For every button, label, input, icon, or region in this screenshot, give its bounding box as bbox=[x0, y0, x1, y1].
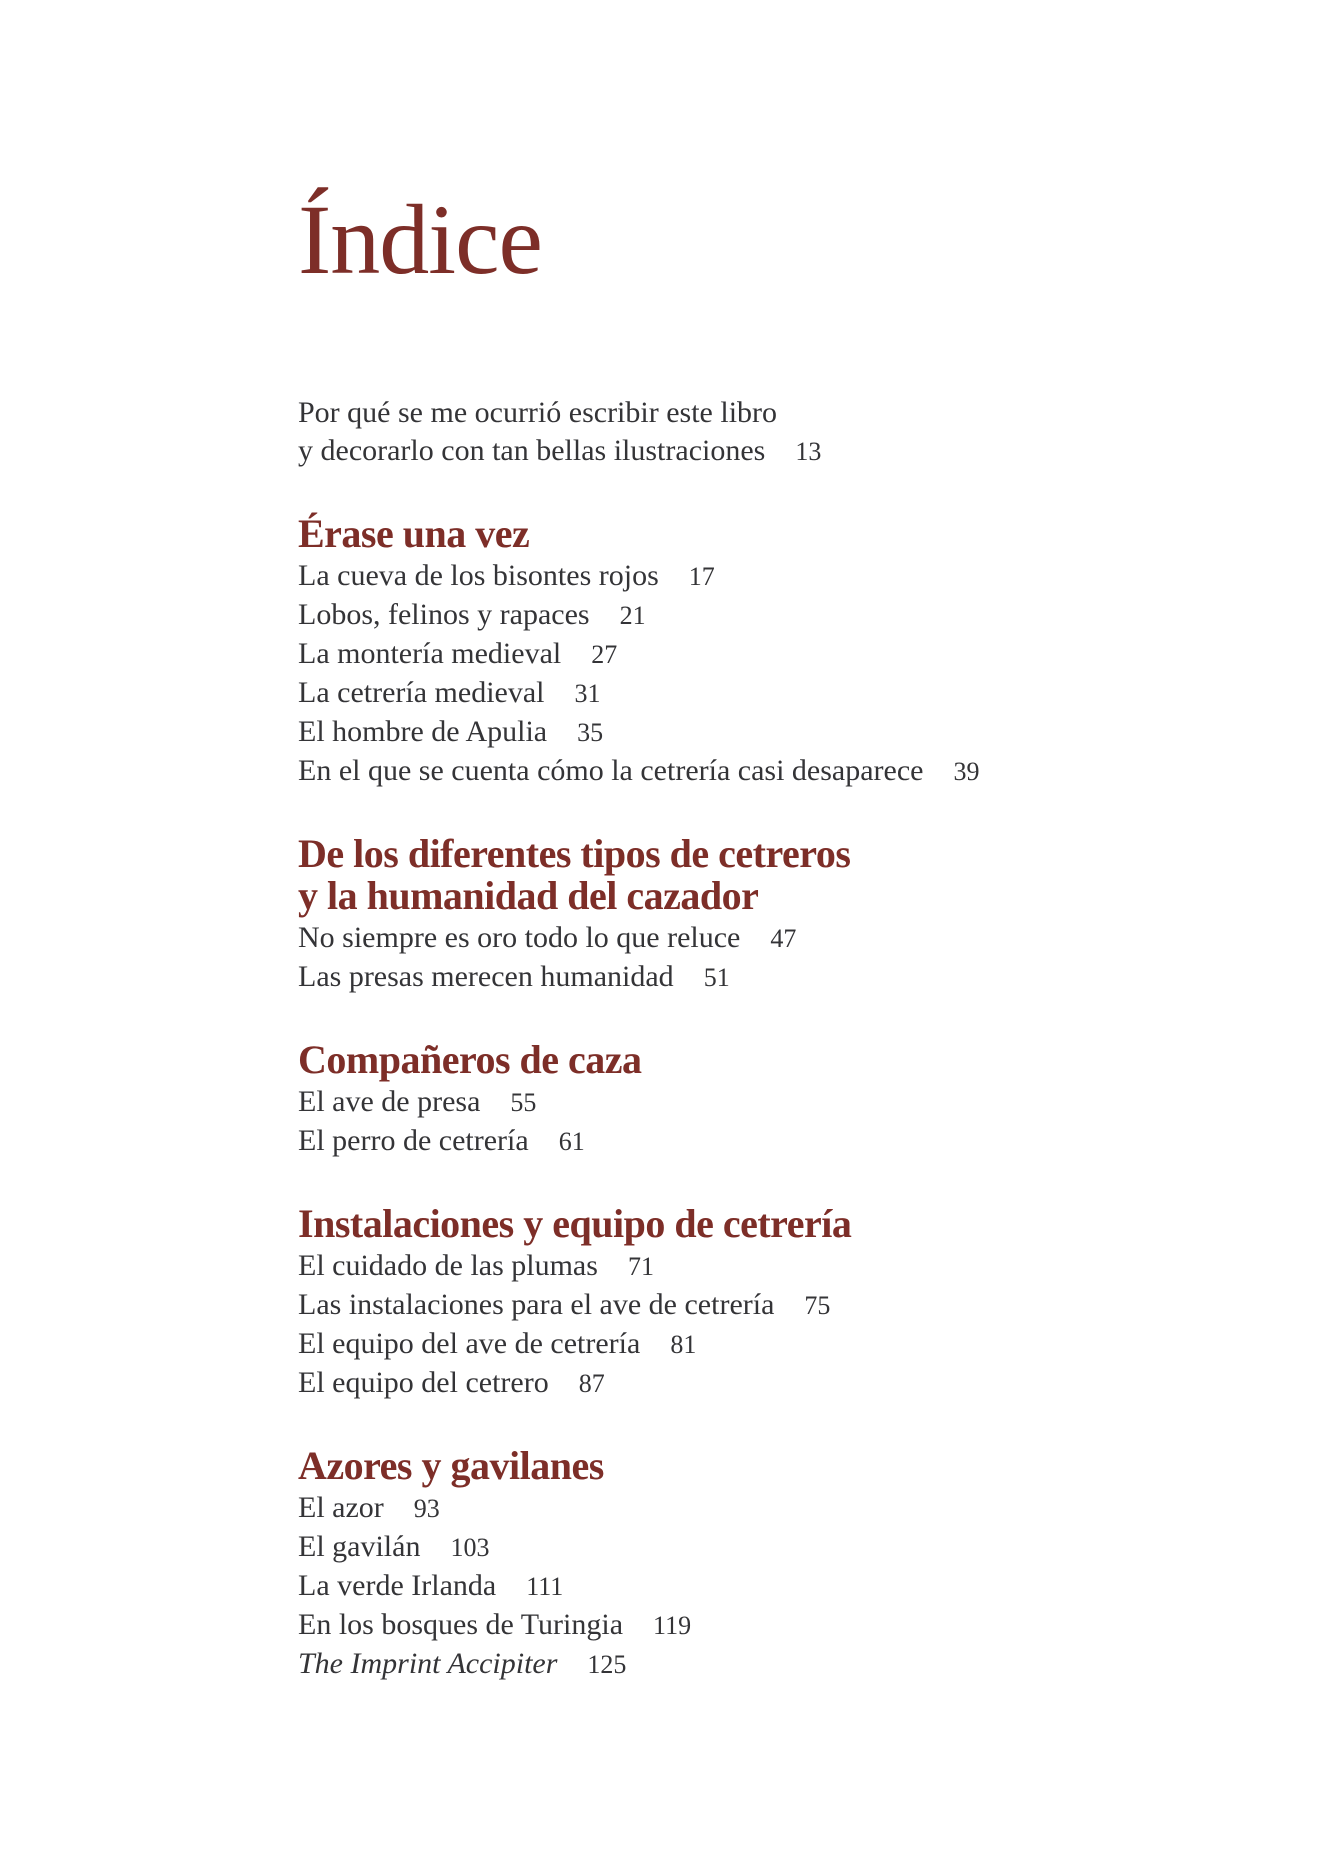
entry-title: La cueva de los bisontes rojos bbox=[298, 559, 659, 592]
section-heading-line: Instalaciones y equipo de cetrería bbox=[298, 1201, 852, 1246]
entry-page-number: 31 bbox=[574, 679, 601, 708]
toc-entry bbox=[298, 919, 1278, 958]
toc-section-4 bbox=[298, 1203, 1278, 1403]
toc-entry bbox=[298, 635, 1278, 674]
toc-sections bbox=[298, 513, 1278, 1684]
entry-page-number: 111 bbox=[526, 1572, 564, 1601]
entry-title: El equipo del cetrero bbox=[298, 1366, 549, 1399]
toc-section-2 bbox=[298, 833, 1278, 997]
toc-entry bbox=[298, 1489, 1278, 1528]
section-heading-line: De los diferentes tipos de cetreros bbox=[298, 831, 851, 876]
entry-title: La verde Irlanda bbox=[298, 1569, 497, 1602]
entry-title: Lobos, felinos y rapaces bbox=[298, 598, 590, 631]
toc-intro-entry bbox=[298, 394, 1278, 471]
toc-entry bbox=[298, 713, 1278, 752]
intro-page-number: 13 bbox=[795, 437, 822, 466]
intro-line-2-text: y decorarlo con tan bellas ilustraciones bbox=[298, 434, 766, 467]
entry-title: No siempre es oro todo lo que reluce bbox=[298, 921, 741, 954]
entry-page-number: 125 bbox=[587, 1650, 627, 1679]
entry-page-number: 51 bbox=[703, 963, 730, 992]
toc-entry bbox=[298, 1286, 1278, 1325]
entry-page-number: 71 bbox=[627, 1252, 654, 1281]
toc-section-3 bbox=[298, 1039, 1278, 1161]
entry-title: El azor bbox=[298, 1491, 384, 1524]
section-heading-line: y la humanidad del cazador bbox=[298, 873, 759, 918]
entry-page-number: 27 bbox=[591, 640, 618, 669]
toc-entry bbox=[298, 1325, 1278, 1364]
toc-section-1 bbox=[298, 513, 1278, 791]
entry-page-number: 93 bbox=[413, 1494, 440, 1523]
toc-section-5 bbox=[298, 1445, 1278, 1684]
entry-title: The Imprint Accipiter bbox=[298, 1647, 558, 1680]
section-heading bbox=[298, 1445, 1278, 1487]
entry-title: La montería medieval bbox=[298, 637, 562, 670]
page-title: Índice bbox=[298, 184, 542, 295]
entry-page-number: 119 bbox=[653, 1611, 692, 1640]
toc-entry bbox=[298, 557, 1278, 596]
entry-page-number: 87 bbox=[578, 1369, 605, 1398]
section-heading bbox=[298, 513, 1278, 555]
section-heading-line: Azores y gavilanes bbox=[298, 1443, 604, 1488]
entry-title: En los bosques de Turingia bbox=[298, 1608, 624, 1641]
entry-title: El cuidado de las plumas bbox=[298, 1249, 598, 1282]
entry-page-number: 35 bbox=[577, 718, 604, 747]
section-heading-line: Compañeros de caza bbox=[298, 1037, 642, 1082]
toc-entry bbox=[298, 1247, 1278, 1286]
toc-entry bbox=[298, 1567, 1278, 1606]
entry-page-number: 21 bbox=[619, 601, 646, 630]
section-heading bbox=[298, 1039, 1278, 1081]
toc-entry bbox=[298, 958, 1278, 997]
toc-entry bbox=[298, 1364, 1278, 1403]
entry-page-number: 55 bbox=[510, 1088, 537, 1117]
entry-page-number: 103 bbox=[450, 1533, 490, 1562]
section-heading bbox=[298, 1203, 1278, 1245]
toc-entry bbox=[298, 596, 1278, 635]
intro-line-2 bbox=[298, 432, 1278, 471]
entry-title: El equipo del ave de cetrería bbox=[298, 1327, 641, 1360]
intro-line-1: Por qué se me ocurrió escribir este libro bbox=[298, 396, 778, 429]
section-heading bbox=[298, 833, 1278, 917]
entry-title: El hombre de Apulia bbox=[298, 715, 548, 748]
entry-page-number: 81 bbox=[670, 1330, 697, 1359]
toc-entry bbox=[298, 674, 1278, 713]
entry-page-number: 17 bbox=[688, 562, 715, 591]
toc-entry bbox=[298, 1083, 1278, 1122]
toc-entry bbox=[298, 1606, 1278, 1645]
toc-entry bbox=[298, 1645, 1278, 1684]
entry-page-number: 61 bbox=[558, 1127, 585, 1156]
toc-entry bbox=[298, 1528, 1278, 1567]
entry-title: La cetrería medieval bbox=[298, 676, 545, 709]
table-of-contents bbox=[298, 394, 1278, 1684]
entry-page-number: 75 bbox=[804, 1291, 831, 1320]
entry-page-number: 47 bbox=[770, 924, 797, 953]
entry-title: El gavilán bbox=[298, 1530, 421, 1563]
toc-entry bbox=[298, 1122, 1278, 1161]
entry-title: El ave de presa bbox=[298, 1085, 481, 1118]
entry-page-number: 39 bbox=[953, 757, 980, 786]
entry-title: Las presas merecen humanidad bbox=[298, 960, 674, 993]
entry-title: En el que se cuenta cómo la cetrería casi desaparece bbox=[298, 754, 924, 787]
entry-title: Las instalaciones para el ave de cetrería bbox=[298, 1288, 775, 1321]
entry-title: El perro de cetrería bbox=[298, 1124, 529, 1157]
toc-entry bbox=[298, 752, 1278, 791]
section-heading-line: Érase una vez bbox=[298, 511, 530, 556]
